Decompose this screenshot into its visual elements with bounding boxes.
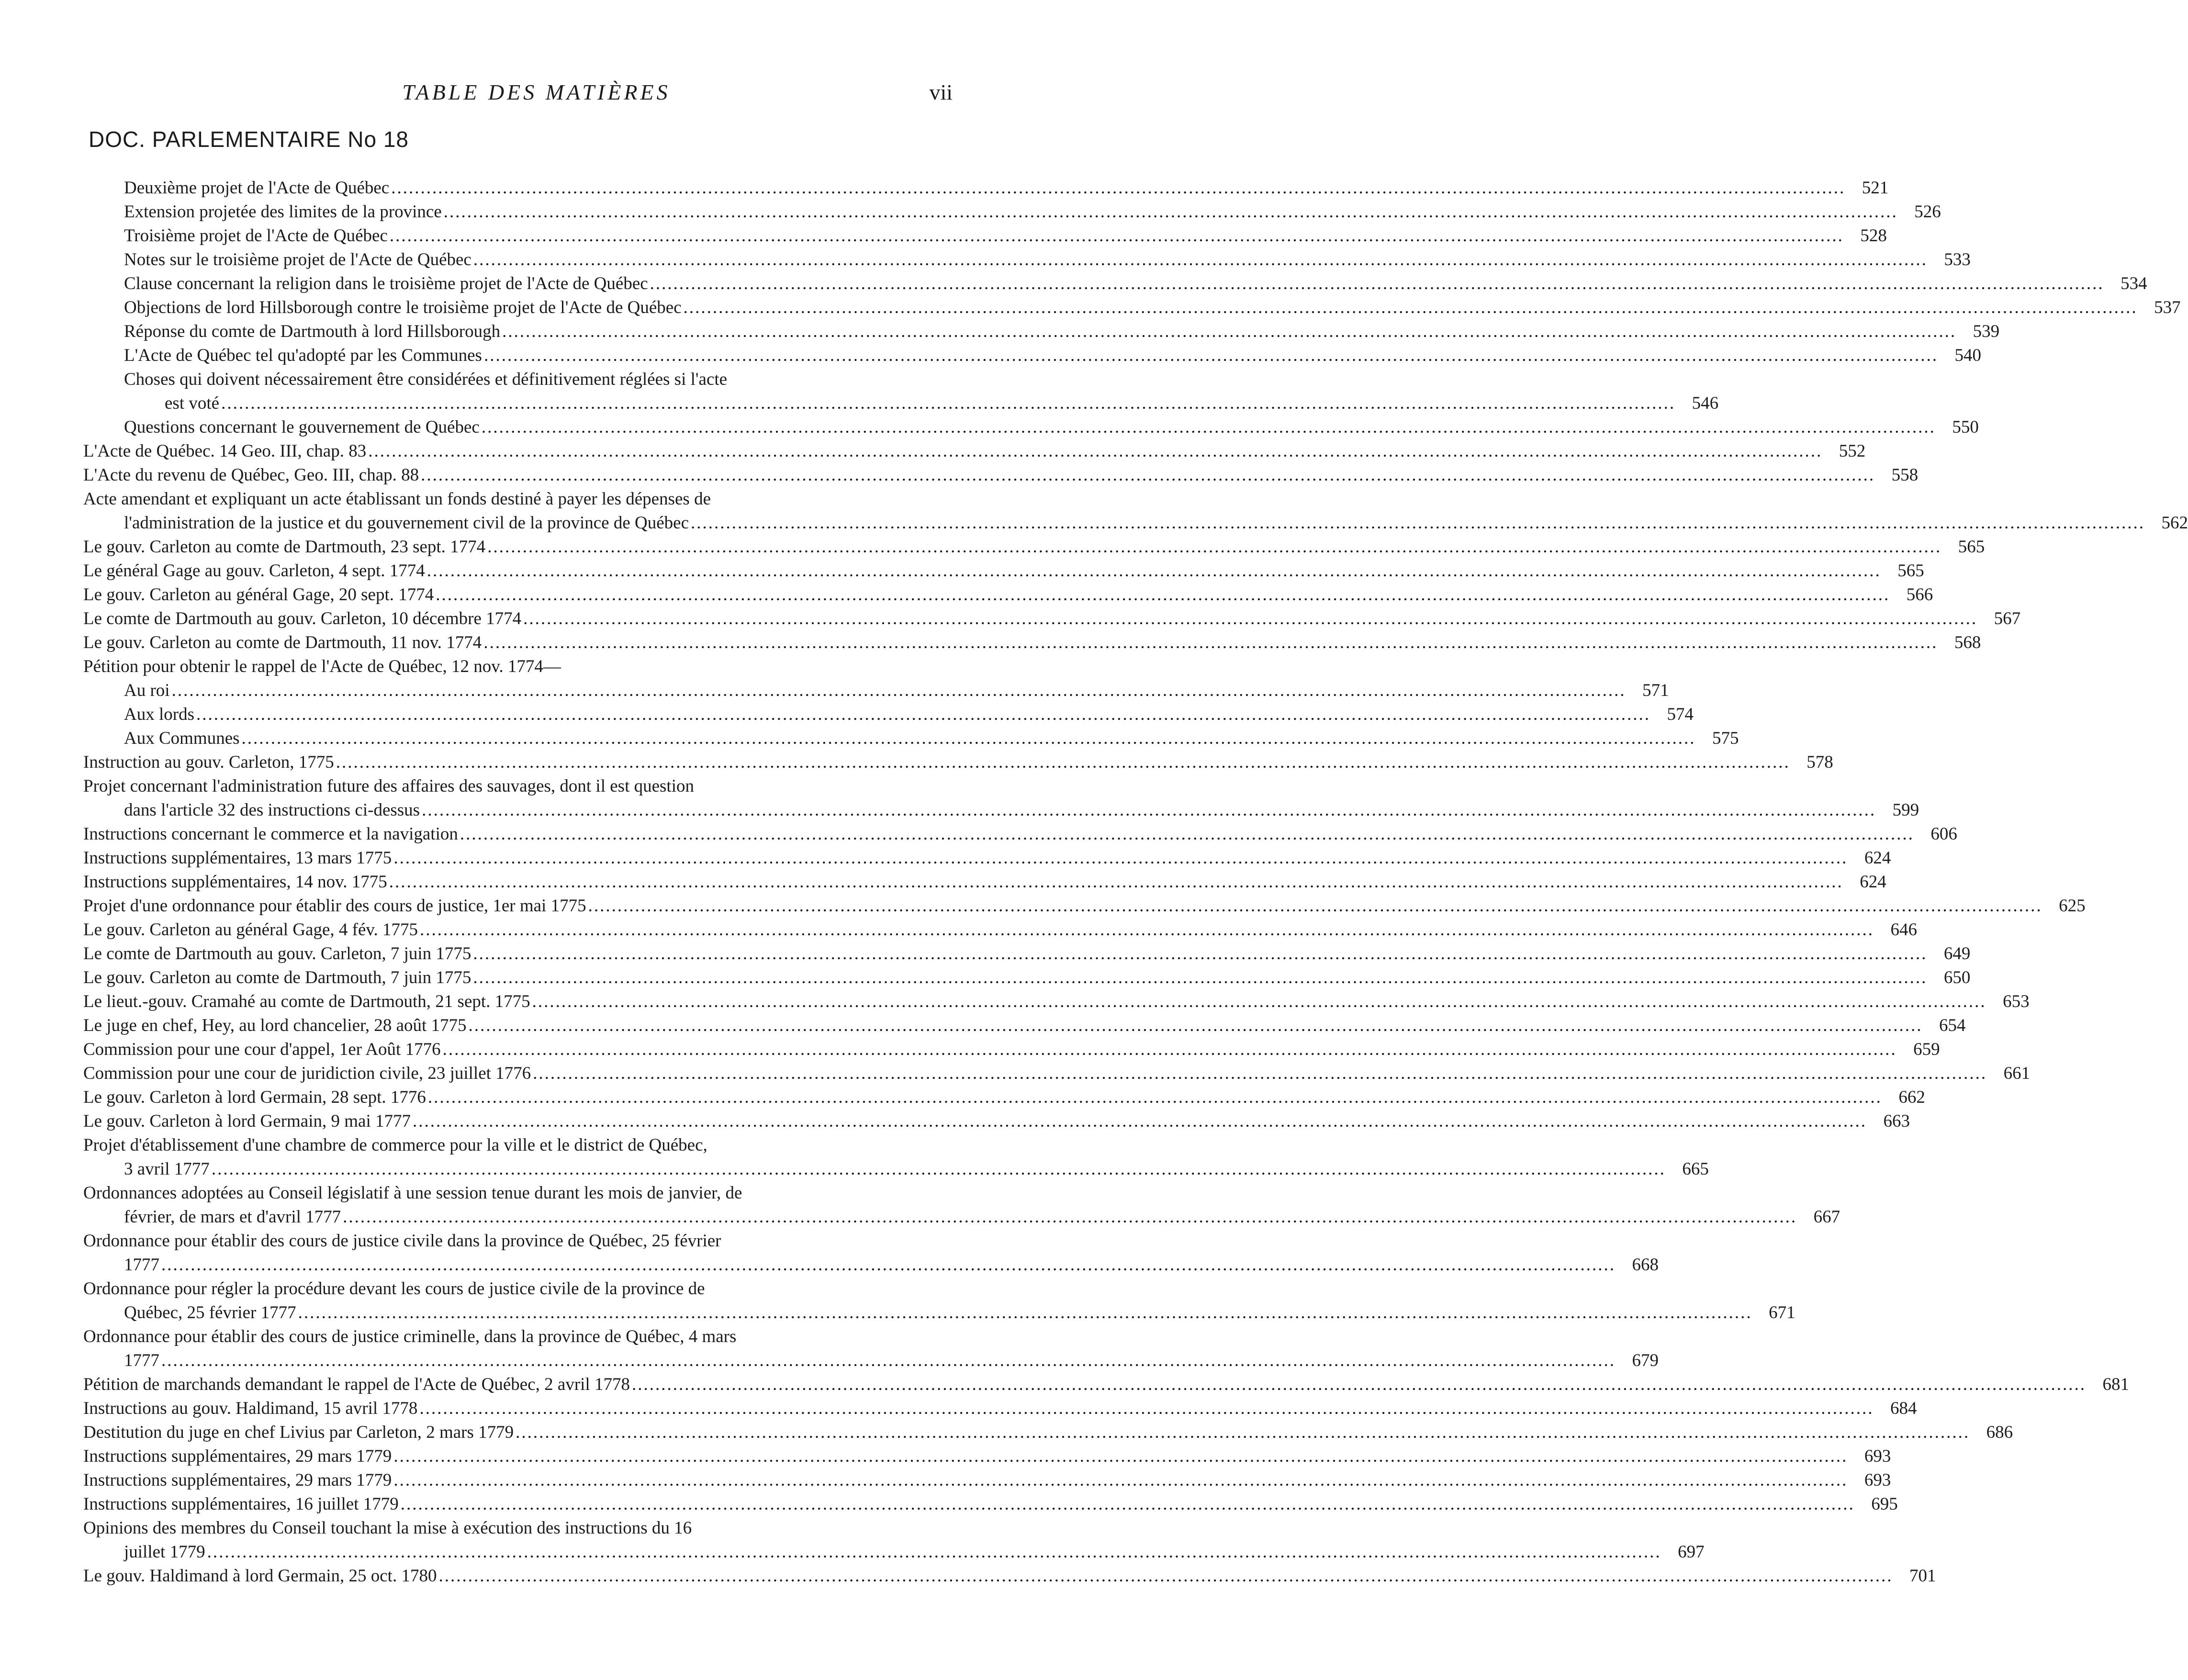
toc-entry-text: Instructions supplémentaires, 29 mars 1779 (83, 1470, 392, 1490)
toc-entry (83, 846, 1891, 870)
table-of-contents (83, 176, 2188, 1588)
toc-entry-text: Pétition de marchands demandant le rappel de l'Acte de Québec, 2 avril 1778 (83, 1375, 630, 1394)
toc-page-number: 568 (1954, 633, 1981, 652)
toc-entry (83, 1133, 1709, 1181)
toc-entry-text: Le gouv. Carleton au général Gage, 20 sept. 1774 (83, 585, 434, 605)
toc-entry-text: L'Acte de Québec. 14 Geo. III, chap. 83 (83, 441, 367, 461)
toc-page-number: 662 (1898, 1087, 1925, 1107)
toc-entry (83, 1014, 1966, 1038)
toc-page-number: 540 (1954, 346, 1981, 365)
toc-page-number: 565 (1958, 537, 1985, 557)
toc-entry (83, 1516, 1705, 1564)
dot-leader (422, 798, 1876, 822)
toc-entry-text: 1777 (124, 1255, 159, 1275)
dot-leader (393, 1468, 1848, 1492)
toc-entry-text: Le gouv. Carleton au comte de Dartmouth, 7 juin 1775 (83, 968, 471, 987)
toc-entry-text: Le comte de Dartmouth au gouv. Carleton, 10 décembre 1774 (83, 609, 522, 628)
toc-page-number: 562 (2161, 513, 2188, 533)
toc-page-number: 624 (1860, 872, 1886, 892)
toc-entry (83, 1468, 1891, 1492)
toc-entry (83, 1445, 1891, 1468)
toc-entry-text: juillet 1779 (124, 1542, 205, 1562)
toc-page-number: 550 (1952, 417, 1979, 437)
dot-leader (443, 1038, 1897, 1062)
page-number: vii (929, 80, 953, 104)
toc-entry (83, 1564, 1936, 1588)
toc-entry-text: Instructions concernant le commerce et la navigation (83, 824, 458, 844)
toc-entry-text: Le gouv. Carleton à lord Germain, 9 mai 1777 (83, 1111, 411, 1131)
dot-leader (368, 439, 1822, 463)
dot-leader (298, 1301, 1752, 1325)
toc-page-number: 566 (1906, 585, 1933, 605)
toc-entry (83, 248, 1971, 272)
toc-entry (83, 296, 2181, 320)
toc-entry-text: Instructions supplémentaires, 13 mars 1775 (83, 848, 392, 868)
toc-page-number: 567 (1994, 609, 2021, 628)
toc-entry-text: Objections de lord Hillsborough contre le troisième projet de l'Acte de Québec (124, 298, 682, 317)
toc-entry-text: Projet d'une ordonnance pour établir des cours de justice, 1er mai 1775 (83, 896, 586, 916)
toc-page-number: 684 (1890, 1399, 1917, 1418)
dot-leader (221, 392, 1675, 415)
dot-leader (161, 1253, 1616, 1277)
toc-entry-text: Ordonnance pour régler la procédure devant les cours de justice civile de la province de (83, 1279, 705, 1299)
toc-entry (83, 679, 1669, 703)
toc-page-number: 552 (1839, 441, 1866, 461)
toc-entry (83, 344, 1981, 368)
document-label: DOC. PARLEMENTAIRE No 18 (89, 127, 409, 152)
dot-leader (460, 822, 1914, 846)
toc-page-number: 526 (1914, 202, 1941, 222)
toc-page-number: 653 (2003, 992, 2030, 1011)
toc-entry (83, 1492, 1898, 1516)
toc-page-number: 668 (1632, 1255, 1659, 1275)
toc-entry (83, 1062, 2031, 1086)
running-title: TABLE DES MATIÈRES (402, 80, 671, 104)
toc-page-number: 650 (1943, 968, 1971, 987)
toc-page-number: 693 (1864, 1470, 1891, 1490)
dot-leader (436, 583, 1890, 607)
toc-entry-text: Notes sur le troisième projet de l'Acte de Québec (124, 250, 471, 269)
dot-leader (650, 272, 2104, 296)
toc-entry (83, 655, 964, 679)
toc-page-number: 665 (1682, 1159, 1709, 1179)
toc-entry (83, 990, 2030, 1014)
dot-leader (438, 1564, 1893, 1588)
toc-entry (83, 559, 1924, 583)
dot-leader (172, 679, 1626, 703)
toc-entry (83, 368, 1719, 415)
toc-page-number: 624 (1864, 848, 1891, 868)
toc-entry (83, 463, 1919, 487)
toc-page-number: 679 (1632, 1351, 1659, 1370)
dot-leader (413, 1109, 1867, 1133)
toc-entry (83, 1397, 1917, 1421)
toc-entry (83, 439, 1866, 463)
dot-leader (482, 415, 1936, 439)
toc-page-number: 578 (1807, 752, 1833, 772)
toc-entry (83, 200, 1941, 224)
toc-page-number: 701 (1909, 1566, 1936, 1586)
toc-entry-text: Le gouv. Carleton au comte de Dartmouth, 23 sept. 1774 (83, 537, 486, 557)
toc-entry-text: Clause concernant la religion dans le troisième projet de l'Acte de Québec (124, 274, 648, 293)
toc-entry (83, 966, 1971, 990)
toc-entry-text: Aux lords (124, 705, 194, 724)
dot-leader (469, 1014, 1923, 1038)
toc-entry-text: Deuxième projet de l'Acte de Québec (124, 178, 390, 198)
toc-entry-text: Aux Communes (124, 728, 240, 748)
toc-entry (83, 320, 2000, 344)
toc-entry-text: Ordonnance pour établir des cours de justice civile dans la province de Québec, 25 février (83, 1231, 721, 1251)
dot-leader (532, 990, 1986, 1014)
running-head (0, 79, 1073, 113)
toc-entry (83, 1109, 1910, 1133)
dot-leader (161, 1349, 1616, 1373)
toc-entry (83, 1277, 1795, 1325)
toc-entry (83, 1373, 2129, 1397)
dot-leader (684, 296, 2138, 320)
toc-entry-text: Opinions des membres du Conseil touchant la mise à exécution des instructions du 16 (83, 1518, 692, 1538)
toc-entry-text: Le général Gage au gouv. Carleton, 4 sept. 1774 (83, 561, 425, 581)
toc-entry (83, 1325, 1659, 1373)
toc-page-number: 571 (1642, 681, 1669, 700)
toc-entry-text: Le gouv. Carleton à lord Germain, 28 sept. 1776 (83, 1087, 426, 1107)
dot-leader (336, 750, 1790, 774)
dot-leader (444, 200, 1898, 224)
toc-page-number: 646 (1890, 920, 1917, 940)
toc-page-number: 606 (1930, 824, 1957, 844)
toc-entry-text: Commission pour une cour de juridiction civile, 23 juillet 1776 (83, 1064, 531, 1083)
toc-entry (83, 1086, 1925, 1109)
toc-page-number: 528 (1860, 226, 1887, 246)
toc-page-number: 695 (1871, 1494, 1898, 1514)
toc-entry (83, 607, 2021, 631)
toc-entry-text: Instructions au gouv. Haldimand, 15 avril 1778 (83, 1399, 418, 1418)
toc-entry-text: Choses qui doivent nécessairement être considérées et définitivement réglées si l'acte (124, 370, 728, 389)
dot-leader (391, 176, 1845, 200)
toc-page-number: 654 (1939, 1016, 1966, 1035)
dot-leader (393, 846, 1848, 870)
toc-entry-text: Le gouv. Carleton au général Gage, 4 fév. 1775 (83, 920, 418, 940)
dot-leader (502, 320, 1956, 344)
toc-entry (83, 774, 1919, 822)
toc-entry (83, 415, 1979, 439)
toc-entry (83, 1229, 1659, 1277)
dot-leader (533, 1062, 1987, 1086)
toc-entry-text: 1777 (124, 1351, 159, 1370)
toc-entry (83, 176, 1889, 200)
toc-page-number: 697 (1678, 1542, 1705, 1562)
dot-leader (428, 1086, 1882, 1109)
toc-entry (83, 224, 1887, 248)
toc-page-number: 565 (1897, 561, 1924, 581)
toc-page-number: 625 (2059, 896, 2086, 916)
toc-page-number: 649 (1943, 944, 1971, 963)
toc-page-number: 693 (1864, 1446, 1891, 1466)
toc-entry (83, 822, 1957, 846)
toc-page-number: 575 (1712, 728, 1739, 748)
dot-leader (419, 1397, 1874, 1421)
toc-page-number: 534 (2121, 274, 2147, 293)
toc-entry-text: l'administration de la justice et du gouvernement civil de la province de Québec (124, 513, 689, 533)
toc-page-number: 537 (2154, 298, 2181, 317)
toc-entry (83, 750, 1833, 774)
dot-leader (401, 1492, 1855, 1516)
dot-leader (207, 1540, 1661, 1564)
toc-entry (83, 272, 2147, 296)
dot-leader (523, 607, 1977, 631)
toc-entry-text: Québec, 25 février 1777 (124, 1303, 296, 1322)
toc-entry-text: février, de mars et d'avril 1777 (124, 1207, 341, 1227)
dot-leader (196, 703, 1650, 727)
dot-leader (473, 942, 1927, 966)
dot-leader (588, 894, 2042, 918)
dot-leader (390, 224, 1844, 248)
toc-entry-text: dans l'article 32 des instructions ci-dessus (124, 800, 420, 820)
toc-page-number: 681 (2102, 1375, 2129, 1394)
toc-page-number: 659 (1913, 1040, 1940, 1059)
toc-entry-text: Troisième projet de l'Acte de Québec (124, 226, 388, 246)
toc-entry-text: Le comte de Dartmouth au gouv. Carleton, 7 juin 1775 (83, 944, 471, 963)
toc-entry (83, 703, 1694, 727)
dot-leader (389, 870, 1843, 894)
toc-page-number: 671 (1769, 1303, 1795, 1322)
toc-entry-text: Questions concernant le gouvernement de Québec (124, 417, 480, 437)
dot-leader (484, 344, 1938, 368)
toc-entry-text: Ordonnances adoptées au Conseil législatif à une session tenue durant les mois de janvier, de (83, 1183, 742, 1203)
toc-entry (83, 1181, 1840, 1229)
toc-entry-text: Destitution du juge en chef Livius par Carleton, 2 mars 1779 (83, 1422, 514, 1442)
toc-entry-text: Le gouv. Haldimand à lord Germain, 25 oct. 1780 (83, 1566, 437, 1586)
toc-entry-text: Réponse du comte de Dartmouth à lord Hillsborough (124, 322, 501, 341)
toc-page-number: 558 (1891, 465, 1919, 485)
toc-entry-text: Extension projetée des limites de la province (124, 202, 442, 222)
dot-leader (420, 918, 1874, 942)
toc-entry (83, 1421, 2013, 1445)
toc-page-number: 546 (1692, 393, 1719, 413)
toc-entry-text: Le lieut.-gouv. Cramahé au comte de Dartmouth, 21 sept. 1775 (83, 992, 530, 1011)
toc-entry (83, 727, 1739, 750)
dot-leader (473, 248, 1928, 272)
toc-entry-text: Le gouv. Carleton au comte de Dartmouth, 11 nov. 1774 (83, 633, 482, 652)
toc-entry-text: Instructions supplémentaires, 16 juillet 1779 (83, 1494, 399, 1514)
toc-entry (83, 942, 1971, 966)
toc-entry (83, 894, 2086, 918)
dot-leader (473, 966, 1927, 990)
dot-leader (487, 535, 1941, 559)
toc-entry-text: Instruction au gouv. Carleton, 1775 (83, 752, 334, 772)
toc-entry-text: Pétition pour obtenir le rappel de l'Acte de Québec, 12 nov. 1774— (83, 657, 561, 676)
toc-entry-text: Au roi (124, 681, 170, 700)
toc-page-number: 686 (1986, 1422, 2013, 1442)
toc-entry-text: 3 avril 1777 (124, 1159, 210, 1179)
toc-entry-text: Instructions supplémentaires, 29 mars 1779 (83, 1446, 392, 1466)
toc-entry-text: Le juge en chef, Hey, au lord chancelier, 28 août 1775 (83, 1016, 467, 1035)
dot-leader (691, 511, 2145, 535)
toc-entry-text: est voté (165, 393, 220, 413)
toc-entry-text: L'Acte de Québec tel qu'adopté par les Communes (124, 346, 482, 365)
toc-entry (83, 918, 1917, 942)
toc-entry-text: Ordonnance pour établir des cours de justice criminelle, dans la province de Québec, 4 mars (83, 1327, 737, 1346)
toc-entry (83, 535, 1985, 559)
toc-entry (83, 487, 2188, 535)
toc-page-number: 521 (1862, 178, 1889, 198)
dot-leader (212, 1157, 1666, 1181)
toc-page-number: 599 (1892, 800, 1919, 820)
toc-page-number: 663 (1883, 1111, 1910, 1131)
toc-entry (83, 631, 1981, 655)
dot-leader (632, 1373, 2086, 1397)
toc-entry (83, 870, 1886, 894)
dot-leader (421, 463, 1875, 487)
toc-entry-text: Commission pour une cour d'appel, 1er Août 1776 (83, 1040, 441, 1059)
toc-page-number: 661 (2003, 1064, 2031, 1083)
dot-leader (427, 559, 1881, 583)
toc-entry-text: Acte amendant et expliquant un acte établissant un fonds destiné à payer les dépenses de (83, 489, 711, 509)
toc-page-number: 667 (1813, 1207, 1840, 1227)
toc-entry (83, 1038, 1940, 1062)
dot-leader (343, 1205, 1797, 1229)
toc-page-number: 533 (1944, 250, 1971, 269)
toc-entry-text: Projet d'établissement d'une chambre de commerce pour la ville et le district de Québec, (83, 1135, 707, 1155)
dot-leader (393, 1445, 1848, 1468)
toc-entry-text: L'Acte du revenu de Québec, Geo. III, chap. 88 (83, 465, 419, 485)
dot-leader (242, 727, 1696, 750)
toc-entry-text: Instructions supplémentaires, 14 nov. 1775 (83, 872, 387, 892)
toc-entry-text: Projet concernant l'administration future des affaires des sauvages, dont il est question (83, 776, 694, 796)
dot-leader (516, 1421, 1970, 1445)
toc-page-number: 574 (1667, 705, 1694, 724)
toc-page-number: 539 (1973, 322, 2000, 341)
toc-entry (83, 583, 1933, 607)
dot-leader (483, 631, 1938, 655)
